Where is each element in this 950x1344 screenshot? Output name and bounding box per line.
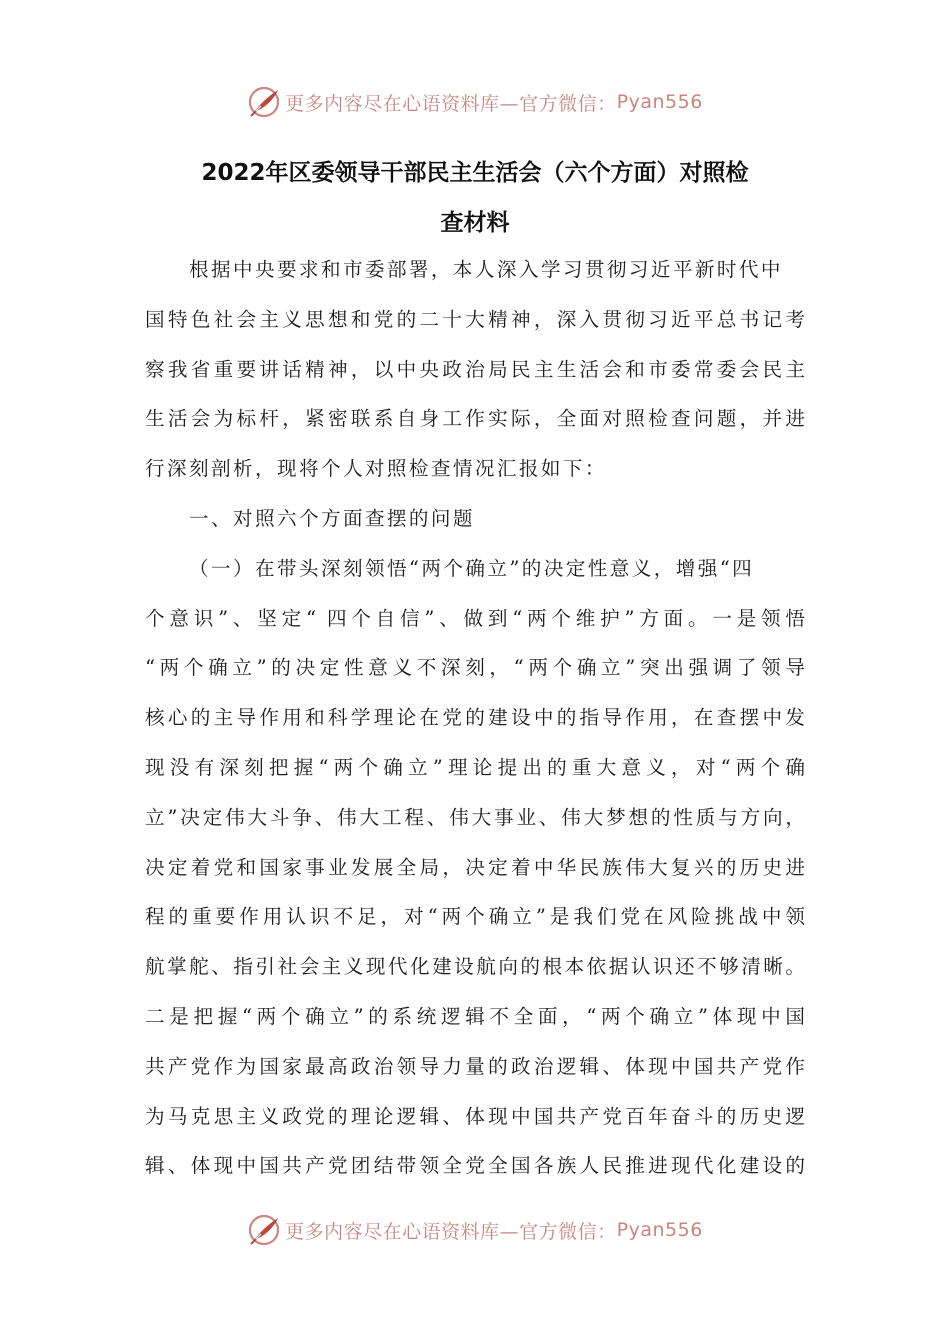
header-watermark — [0, 82, 950, 122]
body-line: 决定着党和国家事业发展全局，决定着中华民族伟大复兴的历史进 — [145, 855, 805, 879]
body-line: 共产党作为国家最高政治领导力量的政治逻辑、体现中国共产党作 — [145, 1054, 805, 1078]
document-body — [145, 251, 805, 1197]
body-line: 为马克思主义政党的理论逻辑、体现中国共产党百年奋斗的历史逻 — [145, 1104, 805, 1128]
watermark-wechat-id: Pyan556 — [616, 91, 703, 113]
quill-logo-icon — [247, 85, 281, 119]
body-line: 国特色社会主义思想和党的二十大精神，深入贯彻习近平总书记考 — [145, 307, 805, 331]
body-line: （一）在带头深刻领悟“两个确立”的决定性意义，增强“四 — [189, 556, 755, 580]
body-line: 辑、体现中国共产党团结带领全党全国各族人民推进现代化建设的 — [145, 1154, 805, 1178]
footer-watermark — [0, 1210, 950, 1250]
body-line: 立”决定伟大斗争、伟大工程、伟大事业、伟大梦想的性质与方向， — [145, 805, 805, 829]
section-heading: 一、对照六个方面查摆的问题 — [189, 506, 475, 530]
watermark-wechat-id: Pyan556 — [616, 1219, 703, 1241]
document-title-line2: 查材料 — [440, 210, 510, 236]
body-line: 个意识”、坚定“ 四个自信”、做到“两个维护”方面。一是领悟 — [145, 606, 805, 630]
watermark-text: 更多内容尽在心语资料库—官方微信： — [285, 92, 617, 115]
watermark-text: 更多内容尽在心语资料库—官方微信： — [285, 1220, 617, 1243]
body-line: “两个确立”的决定性意义不深刻，“两个确立”突出强调了领导 — [145, 656, 805, 680]
body-line: 二是把握“两个确立”的系统逻辑不全面，“两个确立”体现中国 — [145, 1004, 805, 1028]
body-line: 现没有深刻把握“两个确立”理论提出的重大意义，对“两个确 — [145, 755, 805, 779]
body-line: 察我省重要讲话精神，以中央政治局民主生活会和市委常委会民主 — [145, 357, 805, 381]
body-line: 根据中央要求和市委部署，本人深入学习贯彻习近平新时代中 — [189, 258, 783, 281]
document-title-line1: 2022年区委领导干部民主生活会（六个方面）对照检 — [201, 160, 749, 186]
quill-logo-icon — [247, 1213, 281, 1247]
body-line: 行深刻剖析，现将个人对照检查情况汇报如下： — [145, 457, 607, 481]
body-line: 生活会为标杆，紧密联系自身工作实际，全面对照检查问题，并进 — [145, 407, 805, 431]
body-line: 核心的主导作用和科学理论在党的建设中的指导作用，在查摆中发 — [145, 706, 805, 730]
body-line: 程的重要作用认识不足，对“两个确立”是我们党在风险挑战中领 — [145, 905, 805, 929]
body-line: 航掌舵、指引社会主义现代化建设航向的根本依据认识还不够清晰。 — [145, 955, 805, 979]
